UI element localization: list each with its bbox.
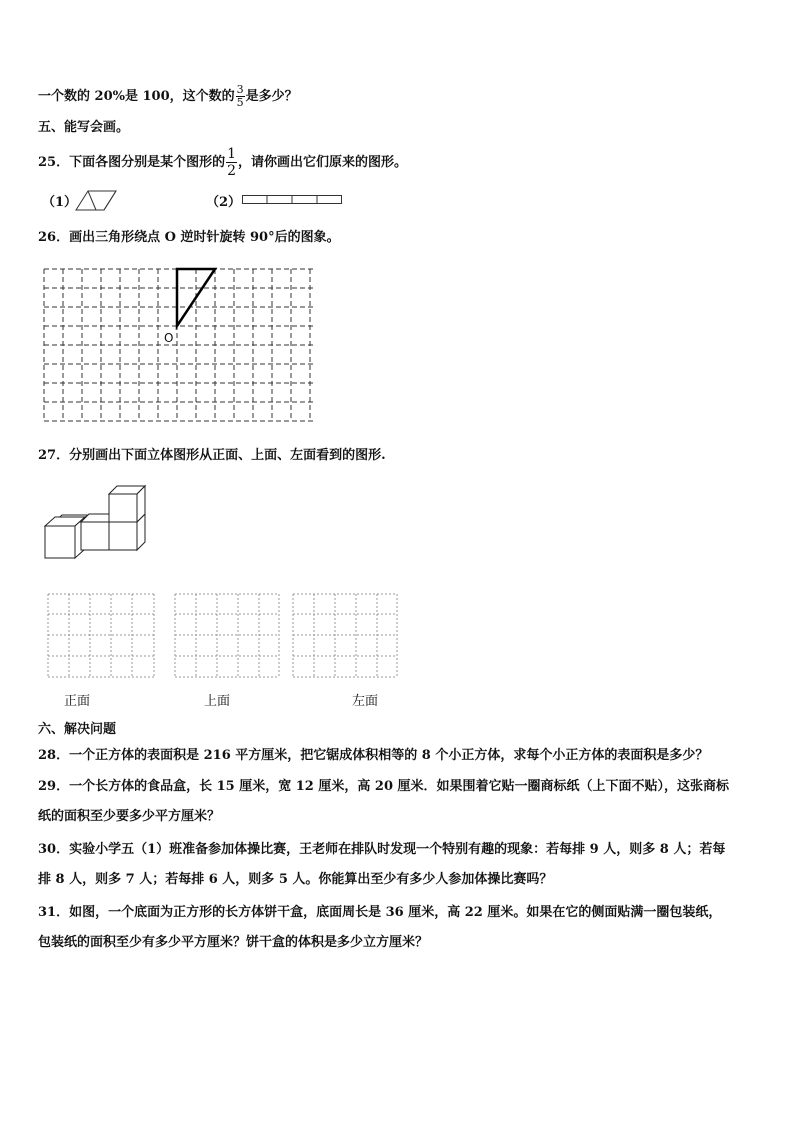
fraction-1-2: $\frac{1}{2}$: [227, 146, 237, 179]
question-26: 26．画出三角形绕点 O 逆时针旋转 90°后的图象。: [38, 230, 340, 245]
q26-rotation-grid: [40, 265, 320, 425]
question-28: 28．一个正方体的表面积是 216 平方厘米，把它锯成体积相等的 8 个小正方体，求每个小正方体的表面积是多少？: [38, 748, 709, 763]
q25-parallelogram-figure: [76, 190, 118, 212]
section-six-heading: 六、解决问题: [38, 722, 117, 737]
question-25-tail: ，请你画出它们原来的图形。: [238, 155, 408, 170]
q25-label-1: （1）: [42, 195, 78, 210]
question-prev-tail: 是多少？: [245, 89, 298, 104]
question-25: [38, 146, 407, 179]
grid-lines: [44, 269, 314, 421]
point-o-label: O: [164, 331, 174, 345]
q25-label-2: （2）: [206, 195, 242, 210]
section-five-heading: 五、能写会画。: [38, 120, 130, 135]
question-31-line-1: 31．如图，一个底面为正方形的长方体饼干盒，底面周长是 36 厘米，高 22 厘米。如果在它的侧面贴满一圈包装纸，: [38, 905, 722, 920]
q27-cube-stack: [44, 484, 154, 564]
question-30-line-2: 排 8 人，则多 7 人；若每排 6 人，则多 5 人。你能算出至少有多少人参加体操比赛吗？: [38, 872, 553, 887]
question-29-line-2: 纸的面积至少要多少平方厘米？: [38, 809, 221, 824]
view-grid-left: [291, 592, 403, 682]
view-grid-front: [46, 592, 158, 682]
question-prev-text: 一个数的 20%是 100，这个数的: [38, 89, 235, 104]
view-label-top: 上面: [204, 694, 231, 709]
question-27: 27．分别画出下面立体图形从正面、上面、左面看到的图形.: [38, 448, 386, 463]
view-label-left: 左面: [352, 694, 379, 709]
q25-strip-figure: [242, 195, 344, 205]
question-30-line-1: 30．实验小学五（1）班准备参加体操比赛，王老师在排队时发现一个特别有趣的现象：若每排 9 人，则多 8 人；若每: [38, 842, 726, 857]
question-31-line-2: 包装纸的面积至少有多少平方厘米？饼干盒的体积是多少立方厘米？: [38, 935, 429, 950]
question-25-text: 25．下面各图分别是某个图形的: [38, 155, 226, 170]
view-grid-top: [173, 592, 285, 682]
question-29-line-1: 29．一个长方体的食品盒，长 15 厘米，宽 12 厘米，高 20 厘米．如果围着它贴一圈商标纸（上下面不贴），这张商标: [38, 779, 730, 794]
fraction-3-5: $\frac{3}{5}$: [236, 83, 244, 109]
view-label-front: 正面: [64, 694, 91, 709]
question-prev: [38, 84, 298, 109]
